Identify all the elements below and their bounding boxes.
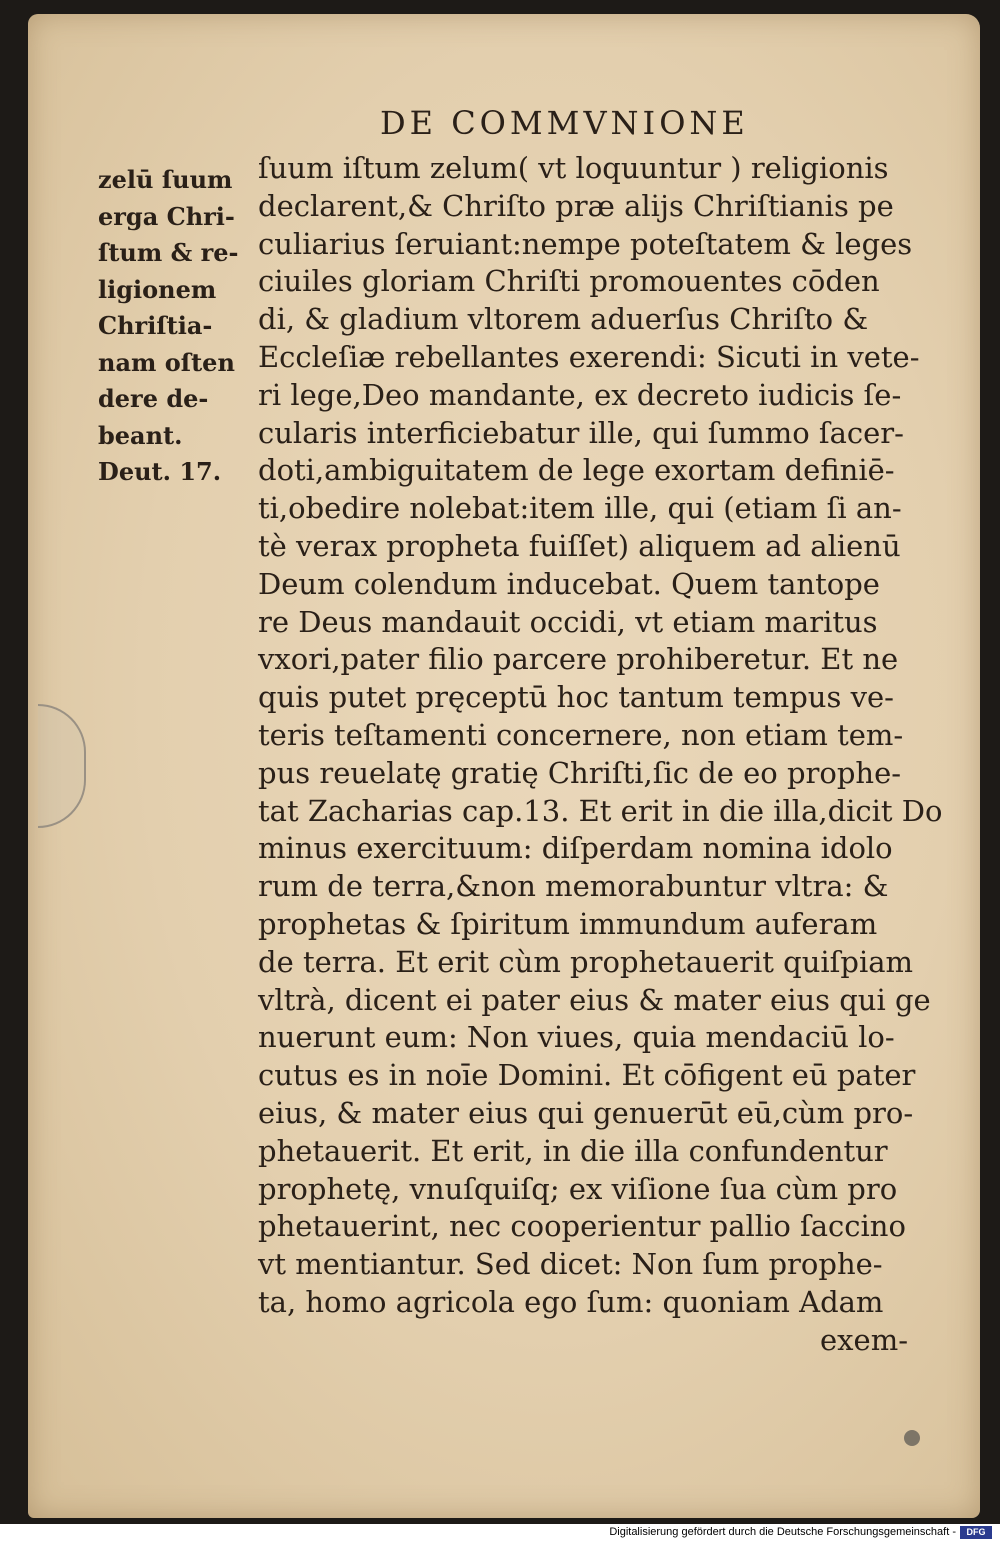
text-line: culiarius ſeruiant:nempe poteſtatem & leges <box>258 226 913 261</box>
text-line: ri lege,Deo mandante, ex decreto iudicis ſe- <box>258 377 902 412</box>
text-line: rum de terra,&non memorabuntur vltra: & <box>258 869 889 904</box>
marginal-note-line: erga Chri- <box>98 201 235 231</box>
dfg-logo-icon: DFG <box>960 1526 992 1539</box>
body-text <box>258 150 943 1360</box>
marginal-note-line: dere de- <box>98 384 209 413</box>
text-line: tè verax propheta fuiſſet) aliquem ad alienū <box>258 528 901 563</box>
text-line: vxori,pater filio parcere prohiberetur. Et ne <box>258 642 899 677</box>
marginal-note <box>98 162 258 491</box>
page-fold-edge <box>38 704 86 828</box>
text-line: cularis interficiebatur ille, qui ſummo ſacer- <box>258 415 904 450</box>
marginal-note-line: ligionem <box>98 274 217 304</box>
text-line: declarent,& Chriſto præ alijs Chriſtianis pe <box>258 188 894 223</box>
text-line: doti,ambiguitatem de lege exortam definiē- <box>258 453 895 488</box>
marginal-note-reference: Deut. 17. <box>98 457 222 486</box>
marginal-note-line: nam oſten <box>98 347 235 377</box>
text-line: quis putet pręceptū hoc tantum tempus ve- <box>258 680 894 715</box>
marginal-note-line: beant. <box>98 420 183 450</box>
marginal-note-line: ſtum & re- <box>98 238 239 267</box>
text-line: phetauerit. Et erit, in die illa confundentur <box>258 1133 888 1168</box>
text-line: nuerunt eum: Non viues, quia mendaciū lo- <box>258 1020 895 1055</box>
text-line: minus exercituum: diſperdam nomina idolo <box>258 831 893 866</box>
text-line: de terra. Et erit cùm prophetauerit quiſpiam <box>258 944 914 979</box>
text-line: re Deus mandauit occidi, vt etiam maritus <box>258 604 878 639</box>
text-line: tat Zacharias cap.13. Et erit in die illa,dicit Do <box>258 793 943 828</box>
text-line: vt mentiantur. Sed dicet: Non ſum prophe- <box>258 1247 883 1282</box>
marginal-note-line: Chriſtia- <box>98 311 213 340</box>
catchword: exem- <box>820 1322 908 1357</box>
text-line: ſuum iſtum zelum( vt loquuntur ) religionis <box>258 151 889 185</box>
ink-spot <box>904 1430 920 1446</box>
text-line: vltrà, dicent ei pater eius & mater eius qui ge <box>258 982 931 1017</box>
text-line: pus reuelatę gratię Chriſti,ſic de eo prophe- <box>258 755 902 790</box>
text-line: teris teſtamenti concernere, non etiam tem- <box>258 717 904 752</box>
text-line: phetauerint, nec cooperientur pallio ſaccino <box>258 1209 906 1244</box>
text-line: di, & gladium vltorem aduerſus Chriſto & <box>258 302 869 337</box>
text-line: prophetę, vnuſquiſq; ex viſione ſua cùm pro <box>258 1171 898 1206</box>
text-line: ciuiles gloriam Chriſti promouentes cōden <box>258 264 880 299</box>
digitization-credit: Digitalisierung gefördert durch die Deutsche Forschungsgemeinschaft - <box>609 1526 956 1538</box>
text-line: prophetas & ſpiritum immundum auferam <box>258 906 878 941</box>
text-line: cutus es in noīe Domini. Et cōfigent eū pater <box>258 1058 916 1093</box>
text-line: Eccleſiæ rebellantes exerendi: Sicuti in vete- <box>258 339 920 374</box>
text-line: Deum colendum inducebat. Quem tantope <box>258 566 880 601</box>
running-header: DE COMMVNIONE <box>380 104 749 142</box>
text-line: eius, & mater eius qui genuerūt eū,cùm pro- <box>258 1095 914 1130</box>
marginal-note-line: zelū ſuum <box>98 165 233 194</box>
text-line: ti,obedire nolebat:item ille, qui (etiam ſi an- <box>258 491 902 526</box>
text-line: ta, homo agricola ego ſum: quoniam Adam <box>258 1284 884 1319</box>
